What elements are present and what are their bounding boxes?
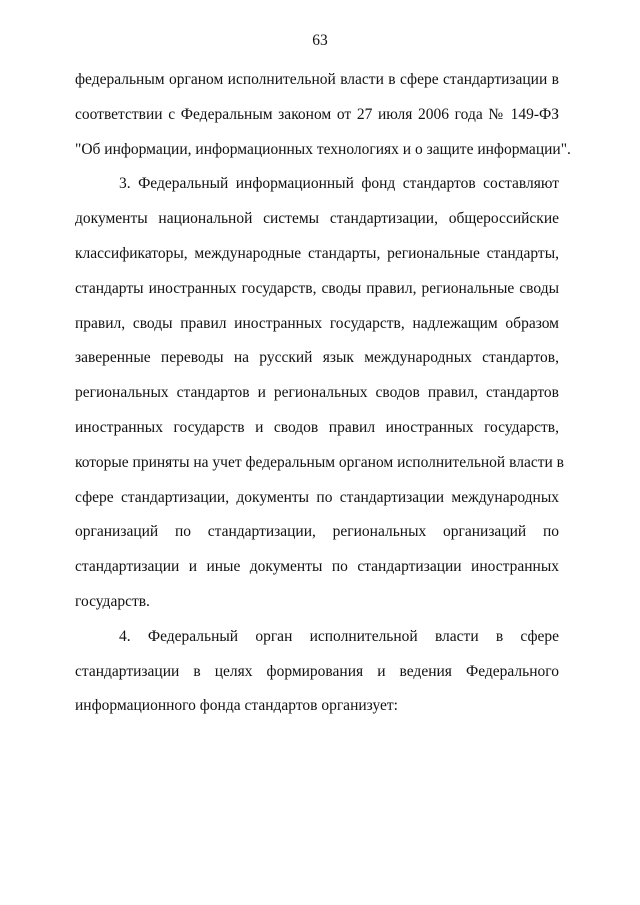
paragraph-item-3 <box>75 167 564 619</box>
text-line: документы национальной системы стандартизации, общероссийские <box>75 210 559 228</box>
text-line: правил, своды правил иностранных государств, надлежащим образом <box>75 314 559 332</box>
document-body <box>75 63 571 724</box>
paragraph-continuation <box>75 63 571 167</box>
text-line: региональных стандартов и региональных сводов правил, стандартов <box>75 384 559 402</box>
text-line: соответствии с Федеральным законом от 27 июля 2006 года № 149-ФЗ <box>75 105 559 123</box>
text-line: которые приняты на учет федеральным органом исполнительной власти в <box>75 453 564 471</box>
text-line: стандартизации и иные документы по стандартизации иностранных <box>75 558 559 576</box>
text-line: заверенные переводы на русский язык международных стандартов, <box>75 349 559 367</box>
text-line: государств. <box>75 592 150 610</box>
text-line: "Об информации, информационных технологиях и о защите информации". <box>75 140 571 158</box>
text-line: 3. Федеральный информационный фонд стандартов составляют <box>119 175 559 193</box>
text-line: 4. Федеральный орган исполнительной власти в сфере <box>119 627 559 645</box>
text-line: классификаторы, международные стандарты, региональные стандарты, <box>75 244 559 262</box>
text-line: федеральным органом исполнительной власти в сфере стандартизации в <box>75 71 559 88</box>
text-line: организаций по стандартизации, региональных организаций по <box>75 523 559 541</box>
paragraph-item-4 <box>75 620 559 724</box>
text-line: иностранных государств и сводов правил иностранных государств, <box>75 418 559 436</box>
text-line: сфере стандартизации, документы по стандартизации международных <box>75 488 559 506</box>
page-number: 63 <box>312 32 328 49</box>
text-line: стандарты иностранных государств, своды правил, региональные своды <box>75 279 559 297</box>
text-line: информационного фонда стандартов организует: <box>75 697 398 715</box>
text-line: стандартизации в целях формирования и ведения Федерального <box>75 662 559 680</box>
